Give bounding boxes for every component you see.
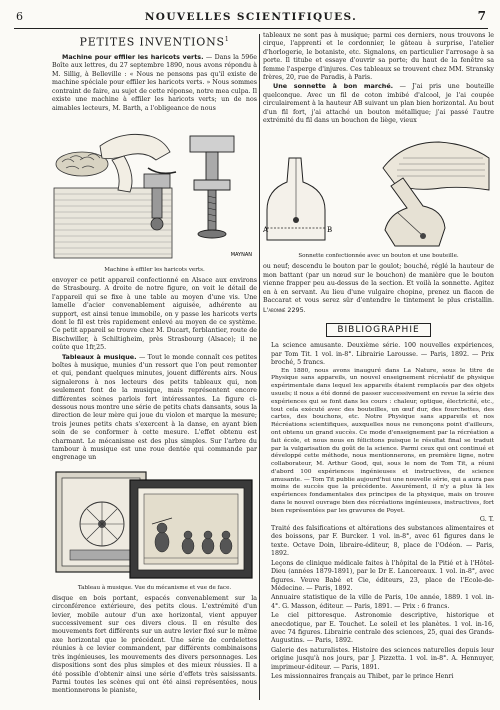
figure-2-caption: Tableau à musique. Vue du mécanisme et vue de face. — [77, 584, 232, 591]
tableau-paragraph-2: disque en bois portant, espacés convenablement sur la circonférence extérieure, des petits clous. L'extrémité d'un levier, mobile autour d'un axe horizontal, vient appuyer successivement sur ces divers clous. Il en résulte des mouvements fort différents sur un autre levier fixé sur le même axe horizontal que le précédent. Une série de cordelettes réunies à ce levier commandent, par différents combinaisons très ingénieuses, les mouvements des divers personnages. Les dispositions sont des plus simples et des mieux réussies. Il a été possible d'obtenir ainsi une série d'effets très saisissants. Parmi toutes les scènes qui ont été ainsi représentées, nous mentionnerons le pianiste, — [52, 594, 257, 695]
bib-entry: Traité des falsifications et altérations des substances alimentaires et des boissons, par F. Burcker. 1 vol. in-8°, avec 61 figures dans le texte. Octave Doin, libraire-éditeur, 8, place de l'Odéon. — Paris, 1892. — [271, 525, 494, 558]
section-title: PETITES INVENTIONS$^1$ — [79, 35, 230, 49]
bib-entry: Leçons de clinique médicale faites à l'hôpital de la Pitié et à l'Hôtel-Dieu (années 1879-1891), par le Dr E. Lancereaux. 1 vol. in-8°, avec figures. Veuve Babé et Cie, éditeurs, 23, place de l'Ecole-de-Médecine. — Paris, 1892. — [271, 559, 494, 592]
music-tableau-illustration — [52, 466, 257, 584]
machine-paragraph-1: Machine pour effiler les haricots verts. — Dans la 596e Boîte aux lettres, du 27 septembre 1890, nous avons répondu à M. Sillig, à Belleville : « Nous ne pensons pas qu'il existe de machine spéciale pour effiler les haricots verts. » Nous sommes contraint de faire, au sujet de cette réponse, notre mea culpa. Il existe une machine à effiler les haricots verts; un de nos aimables lecteurs, M. Barth, a l'obligeance de nous — [52, 53, 258, 112]
bib-entry: Les missionnaires français au Thibet, par le prince Henri — [271, 672, 454, 680]
sonnette-rubric: Une sonnette à bon marché. — [273, 82, 394, 91]
footnote-marker: 1 — [224, 36, 230, 43]
engraver-signature: MAYNAN — [230, 251, 252, 258]
figure-3-caption: Sonnette confectionnée avec un bouton et une bouteille. — [298, 253, 459, 260]
page-header — [14, 6, 488, 29]
label-a: A — [263, 226, 269, 235]
figure-bean-machine — [52, 116, 257, 274]
right-column — [263, 32, 494, 681]
bib-entry: Galerie des naturalistes. Histoire des sciences naturelles depuis leur origine jusqu'à nos jours, par J. Pizzetta. 1 vol. in-8°. A. Hennuyer, imprimeur-éditeur. — Paris, 1891. — [271, 646, 494, 671]
tableau-rubric: Tableaux à musique. — [62, 352, 137, 361]
bibliography-title: BIBLIOGRAPHIE — [326, 323, 430, 337]
sonnette-paragraph-1: Une sonnette à bon marché. — J'ai pris une bouteille quelconque. Avec un fil de coton imbibé d'alcool, je l'ai coupée circulairement à la hauteur AB suivant un plan bien horizontal. Au bout d'un fil fort, j'ai attaché un bouton métallique; j'ai passé l'autre extrémité du fil dans un bouchon de liège, vieux — [263, 82, 494, 125]
bibliography-list — [263, 342, 494, 681]
figure-music-tableau — [52, 466, 257, 592]
machine-rubric: Machine pour effiler les haricots verts. — [62, 53, 204, 62]
left-column — [52, 32, 257, 696]
header-title: NOUVELLES SCIENTIFIQUES. — [144, 11, 358, 23]
header-left-number: 6 — [16, 10, 23, 23]
figure-1-caption: Machine à effiler les haricots verts. — [104, 266, 205, 273]
tableau-paragraph-3: tableaux ne sont pas à musique; parmi ces derniers, nous trouvons le cirque, l'apprenti et le cordonnier, le gâteau à surprise, l'atelier d'horlogerie, le botaniste, etc. Signalons, en particulier l'arrosage à sa porte. Il titube et essaye d'ouvrir sa porte; du haut de la fenêtre sa femme l'asperge d'injures. Ces tableaux se trouvent chez MM. Stransky frères, 20, rue de Paradis, à Paris. — [263, 32, 494, 82]
bib-review: En 1880, nous avons inauguré dans La Nature, sous le titre de Physique sans appareils, un nouvel enseignement récréatif de physique expérimentale dans lequel les appareils étaient remplacés par des objets usuels; il nous a été donné de passer successivement en revue la série des expériences qui se font dans les cours : chaleur, optique, électricité, etc., tout cela exécuté avec des bouteilles, un œuf dur, des fourchettes, des cartes, des bouchons, etc. Notre Physique sans appareils et nos Récréations scientifiques, auxquelles nous ne renonçons point d'ailleurs, ont obtenu un grand succès. Ce mode d'enseignement par la récréation a fait école, et nous nous en félicitons puisque le résultat final se traduit par la vulgarisation du goût de la science. Parmi ceux qui ont continué et développé cette méthode, nous mentionnerons, en première ligne, notre collaborateur, M. Arthur Good, qui, sous le nom de Tom Tit, a réuni d'abord 100 expériences ingénieuses et instructives, de science amusante. — Tom Tit publie aujourd'hui une nouvelle série, qui a aura pas moins de succès que la précédente. Assurément, il n'y a plus là les expériences fondamentales des principes de la physique, mais on trouve dans le nouvel ouvrage bien des récréations ingénieuses, instructives, fort bien représentées par les gravures de Poyet. — [271, 367, 494, 514]
sonnette-signature: L'abonné 2295. — [263, 305, 306, 314]
column-rule — [259, 34, 260, 700]
bottle-bell-illustration — [263, 128, 494, 252]
bib-entry: Annuaire statistique de la ville de Paris, 10e année, 1889. 1 vol. in-4°. G. Masson, éditeur. — Paris, 1891. — Prix : 6 francs. — [271, 594, 494, 610]
bib-review-signature: G. T. — [479, 515, 494, 523]
bib-entry: La science amusante. Deuxième série. 100 nouvelles expériences, par Tom Tit. 1 vol. in-8°. Librairie Larousse. — Paris, 1892. — Prix broché, 5 francs. — [271, 342, 494, 367]
sonnette-paragraph-2: ou neuf; descendu le bouton par le goulot; bouché, réglé la hauteur de mon battant (par un nœud sur le bouchon) de manière que le bouton vienne frapper peu au-dessus de la section. Et voilà la sonnette. Agitez en à en servant. Au lieu d'une vulgaire chopine, prenez un flacon de Baccarat et vous serez sûr d'entendre le tintement le plus cristallin. L'abonné 2295. — [263, 263, 494, 314]
machine-paragraph-2: envoyer ce petit appareil confectionné en Alsace aux environs de Strasbourg. A droite de notre figure, on voit le détail de l'appareil qui se fixe à une table au moyen d'une vis. Une lamelle d'acier convenablement aiguisée, adhérente au support, est ainsi tenue immobile, on y passe les haricots verts dont le fil est très rapidement enlevé au moyen de ce système. Ce petit appareil se trouve chez M. Ducart, ferblantier, route de Bischwiller, à Schiltigheim, près Strasbourg (Alsace); il ne coûte que 1fr,25. — [52, 276, 257, 352]
tableau-paragraph-1: Tableaux à musique. — Tout le monde connaît ces petites boîtes à musique, munies d'un ressort que l'on peut remonter et qui, pendant quelques minutes, jouent différents airs. Nous signalerons à nos lecteurs des petits tableaux qui, non seulement font de la musique, mais représentent encore différentes scènes parlois fort intéressantes. La figure ci-dessous nous montre une série de petits chats dansants, sous la direction de leur mère qui joue du violon et marque la mesure; trois jeunes petits chats s'exercent à la danse, en ayant bien soin de se conformer à cette mesure. L'effet obtenu est charmant. Le mécanisme est des plus simples. Sur l'arbre du tambour à musique est une roue dentée qui commande par engrenage un — [52, 352, 257, 462]
label-b: B — [327, 226, 333, 235]
bean-machine-illustration — [52, 116, 257, 266]
bibliography-header — [263, 323, 494, 337]
figure-bottle-bell — [263, 128, 494, 260]
page-number: 7 — [477, 9, 486, 23]
bib-entry: Le ciel pittoresque. Astronomie descriptive, historique et anecdotique, par E. Touchet. Le soleil et les planètes. 1 vol. in-16, avec 74 figures. Librairie centrale des sciences, 25, quai des Grands-Augustins. — Paris, 1892. — [271, 612, 494, 645]
